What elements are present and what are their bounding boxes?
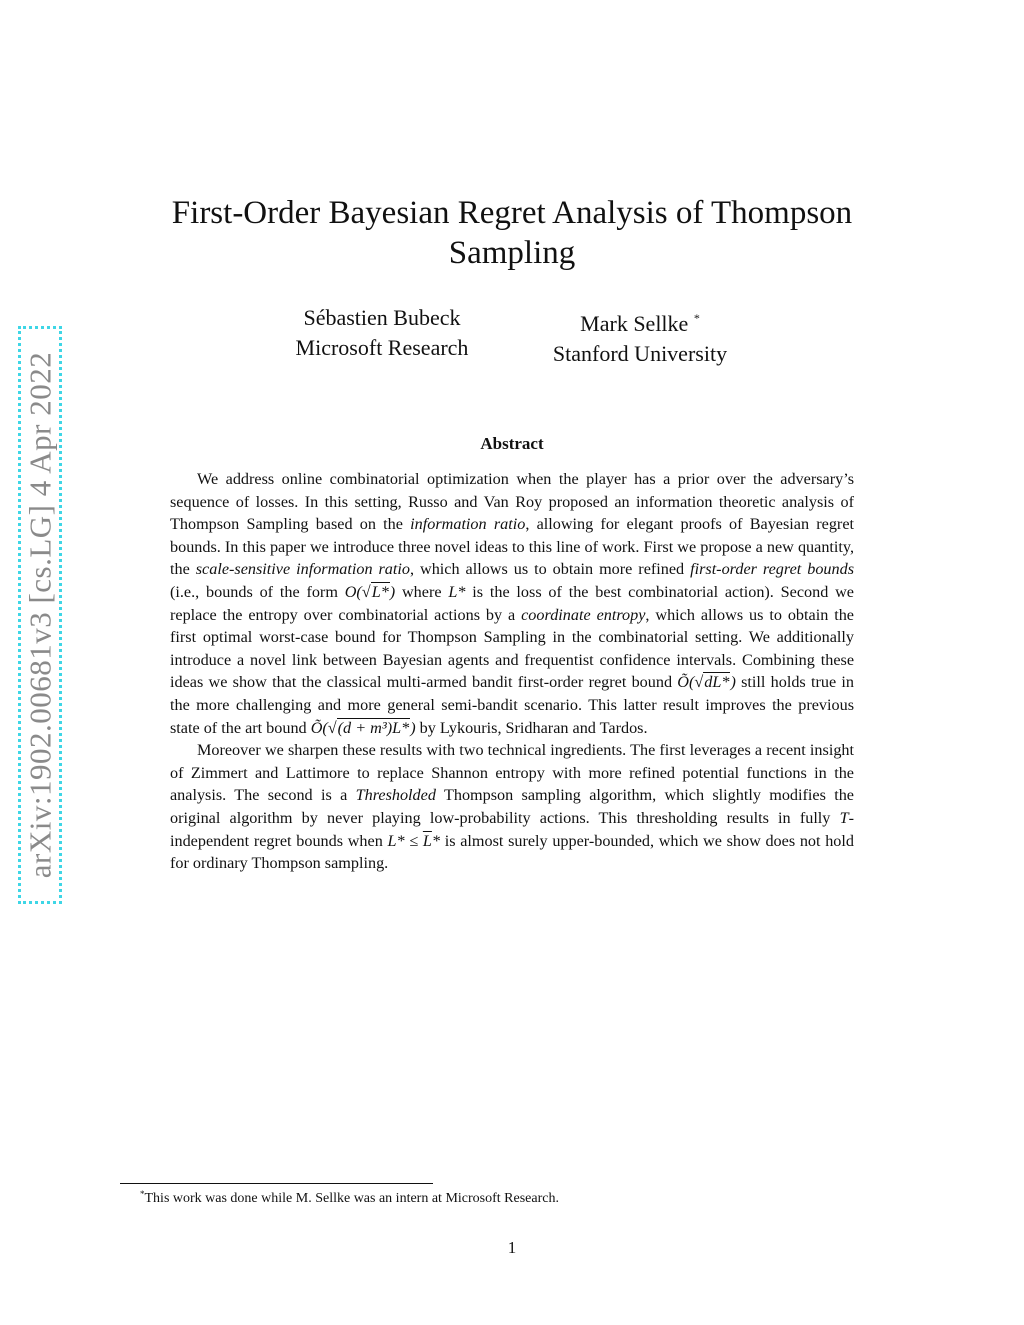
author-block-2 bbox=[520, 303, 760, 369]
arxiv-identifier: arXiv:1902.00681v3 [cs.LG] 4 Apr 2022 bbox=[22, 351, 57, 879]
arxiv-sidebar-stamp bbox=[18, 326, 62, 904]
math-formula: L* bbox=[448, 582, 466, 601]
paper-title: First-Order Bayesian Regret Analysis of Thompson Sampling bbox=[171, 195, 853, 271]
math-formula: Õ(√dL*) bbox=[677, 673, 736, 692]
abstract-paragraph-2: Moreover we sharpen these results with two technical ingredients. The first leverages a recent insight of Zimmert and Lattimore to replace Shannon entropy with more refined potential functions in the analysis. The second is a Thresholded Thompson sampling algorithm, which slightly modifies the original algorithm by never playing low-probability actions. This thresholding results in fully T-independent regret bounds when $L* \le \overline{L}*$ is almost surely upper-bounded, which we show does not hold for ordinary Thompson sampling. bbox=[170, 741, 854, 873]
abstract-body bbox=[170, 468, 854, 875]
emphasis: Thresholded bbox=[355, 786, 436, 805]
emphasis: coordinate entropy bbox=[521, 605, 646, 624]
emphasis: information ratio bbox=[410, 515, 526, 534]
math-formula: T bbox=[839, 808, 849, 827]
footnote-marker: * bbox=[693, 311, 700, 325]
author-block-1 bbox=[262, 303, 502, 363]
emphasis: scale-sensitive information ratio bbox=[195, 560, 410, 579]
author-name: Mark Sellke * bbox=[580, 311, 700, 336]
footnote-rule bbox=[120, 1183, 433, 1184]
abstract-heading: Abstract bbox=[480, 434, 544, 453]
page-number: 1 bbox=[507, 1238, 517, 1257]
author-name: Sébastien Bubeck bbox=[303, 305, 461, 330]
author-affiliation: Stanford University bbox=[552, 341, 728, 366]
author-affiliation: Microsoft Research bbox=[295, 335, 469, 360]
footnote: *This work was done while M. Sellke was an intern at Microsoft Research. bbox=[140, 1189, 559, 1206]
math-formula: O(√L*) bbox=[344, 582, 396, 601]
abstract-paragraph-1: We address online combinatorial optimization when the player has a prior over the adversary’s sequence of losses. In this setting, Russo and Van Roy proposed an information theoretic analysis of Thompson Sampling based on the information ratio, allowing for elegant proofs of Bayesian regret bounds. In this paper we introduce three novel ideas to this line of work. First we propose a new quantity, the scale-sensitive information ratio, which allows us to obtain more refined first-order regret bounds (i.e., bounds of the form O(√L*) where L* is the loss of the best combinatorial action). Second we replace the entropy over combinatorial actions by a coordinate entropy, which allows us to obtain the first optimal worst-case bound for Thompson Sampling in the combinatorial setting. We additionally introduce a novel link between Bayesian agents and frequentist confidence intervals. Combining these ideas we show that the classical multi-armed bandit first-order regret bound Õ(√dL*) still holds true in the more challenging and more general semi-bandit scenario. This latter result improves the previous state of the art bound Õ(√(d + m³)L*) by Lykouris, Sridharan and Tardos. bbox=[170, 470, 855, 737]
math-formula: Õ(√(d + m³)L*) bbox=[310, 718, 416, 737]
footnote-marker: * bbox=[140, 1189, 145, 1199]
emphasis: first-order regret bounds bbox=[690, 560, 854, 579]
math-formula: $L* \le \overline{L}*$ bbox=[387, 831, 440, 850]
